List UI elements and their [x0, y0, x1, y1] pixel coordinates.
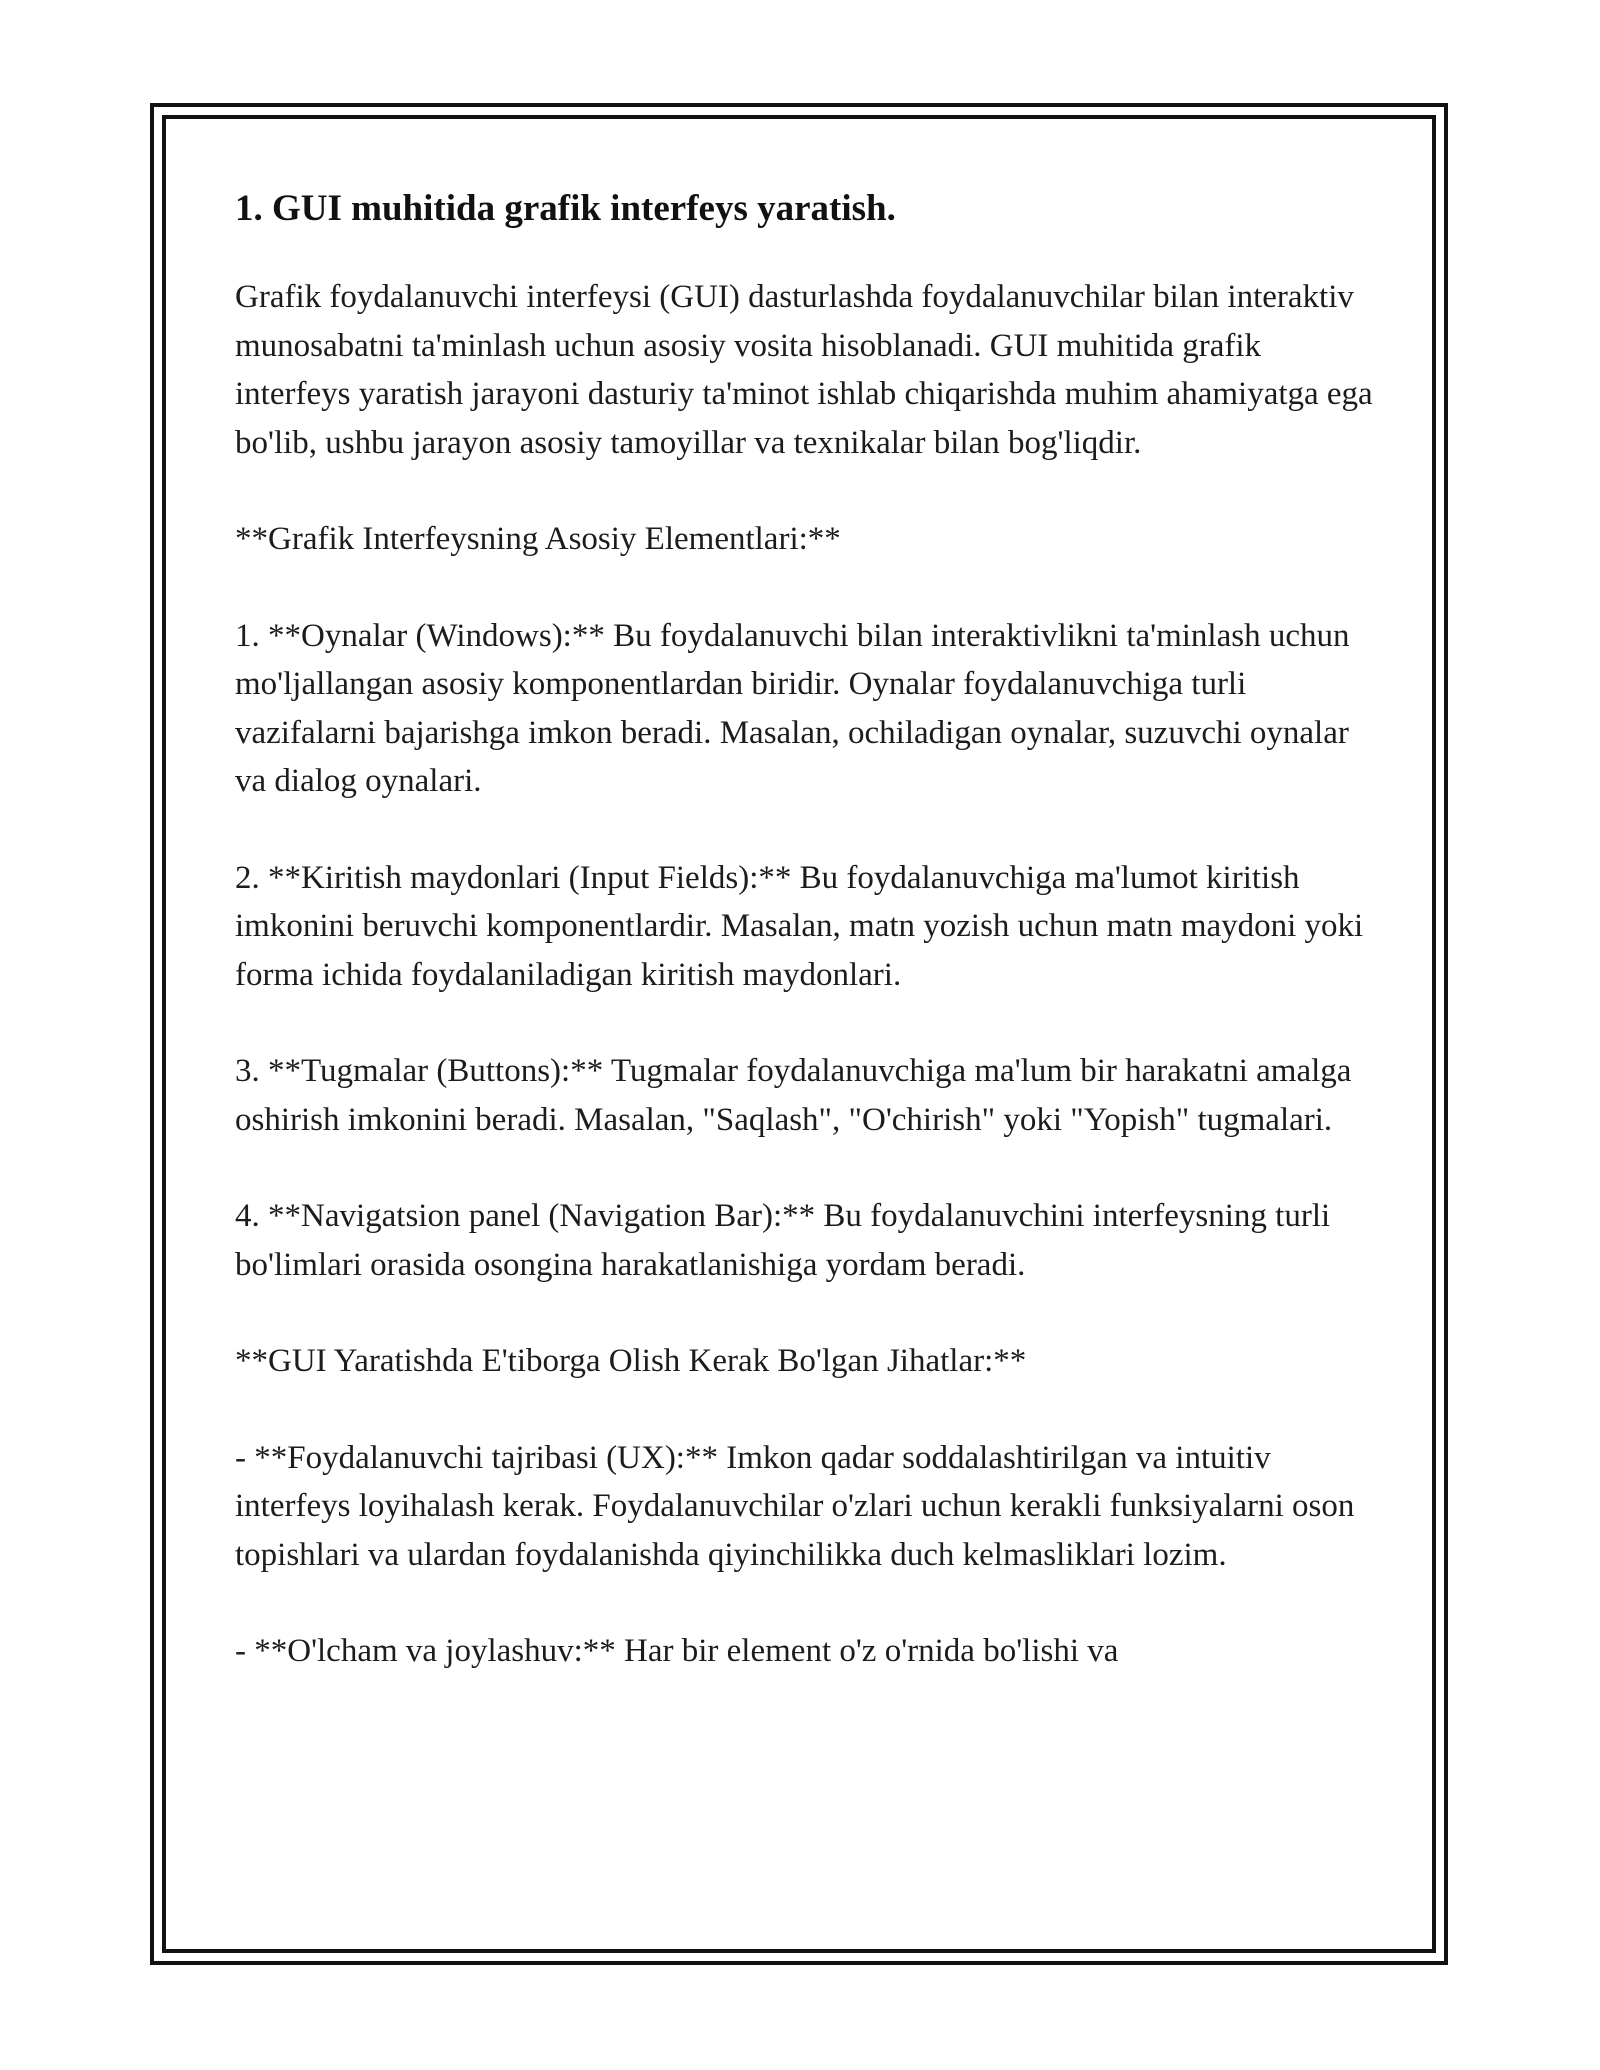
list-item-windows: 1. **Oynalar (Windows):** Bu foydalanuvchi bilan interaktivlikni ta'minlash uchun mo'ljallangan asosiy komponentlardan biridir. Oynalar foydalanuvchiga turli vazifalarni bajarishga imkon beradi. Masalan, ochiladigan oynalar, suzuvchi oynalar va dialog oynalari.	[235, 617, 1350, 799]
paragraph-intro: Grafik foydalanuvchi interfeysi (GUI) dasturlashda foydalanuvchilar bilan interaktiv munosabatni ta'minlash uchun asosiy vosita hisoblanadi. GUI muhitida grafik interfeys yaratish jarayoni dasturiy ta'minot ishlab chiqarishda muhim ahamiyatga ega bo'lib, ushbu jarayon asosiy tamoyillar va texnikalar bilan bog'liqdir.	[235, 279, 1373, 461]
list-item-buttons: 3. **Tugmalar (Buttons):** Tugmalar foydalanuvchiga ma'lum bir harakatni amalga oshirish imkonini beradi. Masalan, "Saqlash", "O'chirish" yoki "Yopish" tugmalari.	[235, 1053, 1352, 1138]
document-title: 1. GUI muhitida grafik interfeys yaratish.	[235, 188, 896, 229]
bullet-size-and-layout: - **O'lcham va joylashuv:** Har bir element o'z o'rnida bo'lishi va	[235, 1633, 1119, 1669]
bullet-user-experience: - **Foydalanuvchi tajribasi (UX):** Imkon qadar soddalashtirilgan va intuitiv interfeys loyihalash kerak. Foydalanuvchilar o'zlari uchun kerakli funksiyalarni oson topishlari va ulardan foydalanishda qiyinchilikka duch kelmasliklari lozim.	[235, 1439, 1355, 1573]
list-item-navigation-bar: 4. **Navigatsion panel (Navigation Bar):** Bu foydalanuvchini interfeysning turli bo'limlari orasida osongina harakatlanishiga yordam beradi.	[235, 1198, 1331, 1283]
heading-gui-considerations: **GUI Yaratishda E'tiborga Olish Kerak Bo'lgan Jihatlar:**	[235, 1343, 1027, 1379]
list-item-input-fields: 2. **Kiritish maydonlari (Input Fields):** Bu foydalanuvchiga ma'lumot kiritish imkonini beruvchi komponentlardir. Masalan, matn yozish uchun matn maydoni yoki forma ichida foydalaniladigan kiritish maydonlari.	[235, 859, 1364, 993]
document-body	[235, 185, 1375, 1676]
heading-main-elements: **Grafik Interfeysning Asosiy Elementlari:**	[235, 521, 841, 557]
